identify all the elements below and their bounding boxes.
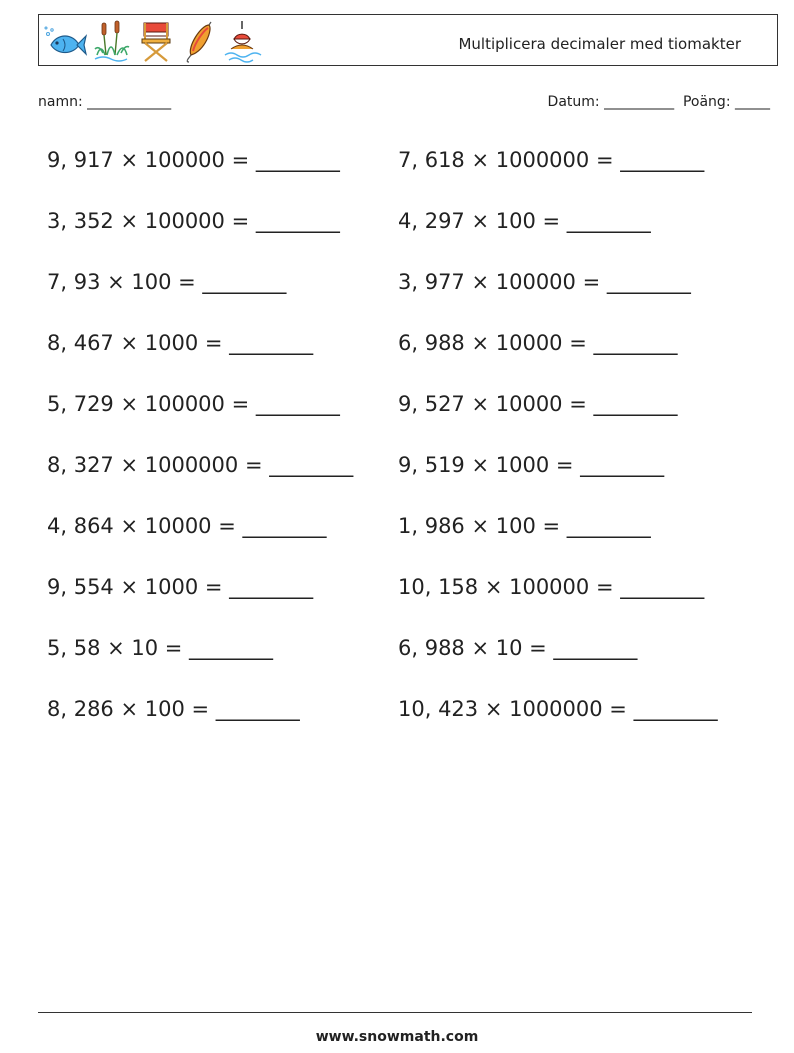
fishing-lure-icon [181,19,217,63]
problem-right-4: 6, 988 × 10000 = ________ [398,331,678,355]
problem-left-5: 5, 729 × 100000 = ________ [47,392,340,416]
footer-url: www.snowmath.com [315,1029,479,1045]
problem-left-8: 9, 554 × 1000 = ________ [47,575,314,599]
fishing-bobber-icon [223,19,263,63]
problem-right-8: 10, 158 × 100000 = ________ [398,575,705,599]
problem-left-7: 4, 864 × 10000 = ________ [47,514,327,538]
footer-divider [38,1012,752,1013]
problem-left-1: 9, 917 × 100000 = ________ [47,148,340,172]
problem-right-6: 9, 519 × 1000 = ________ [398,453,665,477]
problem-left-4: 8, 467 × 1000 = ________ [47,331,314,355]
problem-right-9: 6, 988 × 10 = ________ [398,636,638,660]
worksheet-header [38,14,778,66]
name-field: namn: ____________ [38,94,172,110]
worksheet-title: Multiplicera decimaler med tiomakter [458,35,741,53]
folding-chair-icon [137,19,175,63]
problem-right-10: 10, 423 × 1000000 = ________ [398,697,718,721]
problem-left-10: 8, 286 × 100 = ________ [47,697,300,721]
problem-right-5: 9, 527 × 10000 = ________ [398,392,678,416]
header-icons [43,19,263,63]
problem-left-6: 8, 327 × 1000000 = ________ [47,453,354,477]
problem-right-2: 4, 297 × 100 = ________ [398,209,651,233]
problem-left-9: 5, 58 × 10 = ________ [47,636,274,660]
problem-left-2: 3, 352 × 100000 = ________ [47,209,340,233]
date-score-field: Datum: __________ Poäng: _____ [547,94,770,110]
reeds-icon [93,19,131,63]
fish-icon [43,21,87,61]
problem-right-1: 7, 618 × 1000000 = ________ [398,148,705,172]
problem-right-7: 1, 986 × 100 = ________ [398,514,651,538]
problem-right-3: 3, 977 × 100000 = ________ [398,270,691,294]
problem-left-3: 7, 93 × 100 = ________ [47,270,287,294]
